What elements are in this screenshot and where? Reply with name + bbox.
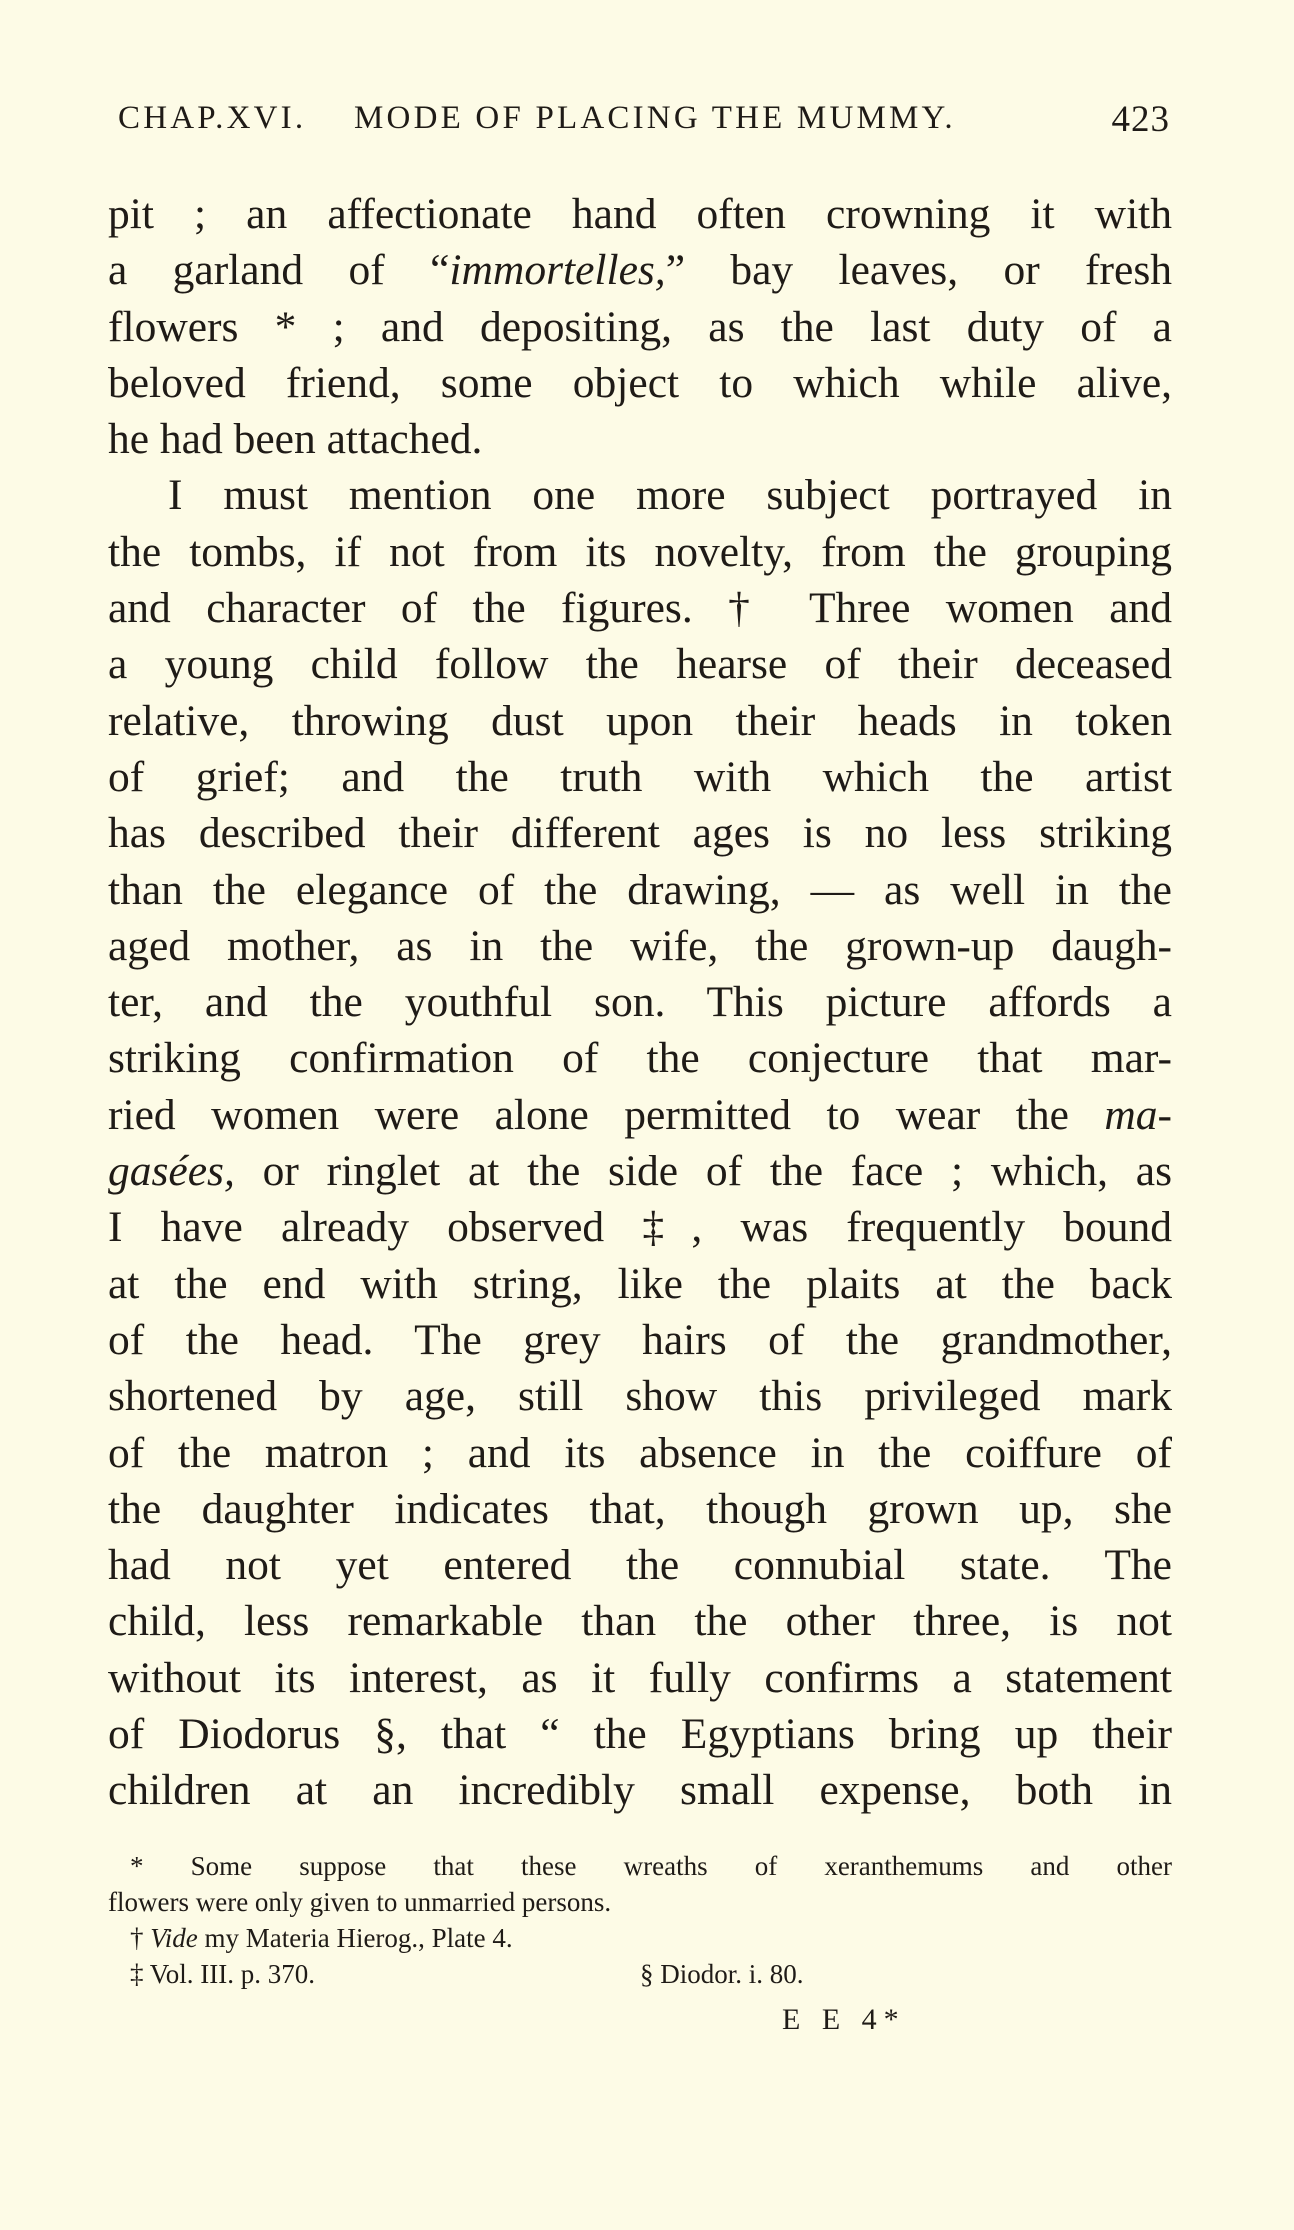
text-line: has described their different ages is no less striking [108,809,1172,858]
page-number: 423 [1111,99,1170,140]
text-line: shortened by age, still show this privileged mark [108,1372,1172,1421]
text-line: children at an incredibly small expense, both in [108,1766,1172,1815]
text-line: ried women were alone permitted to wear the ma- [108,1090,1172,1139]
text-line: I must mention one more subject portrayed in [168,471,1172,520]
text-line: a young child follow the hearse of their deceased [108,640,1172,689]
text-line: than the elegance of the drawing, — as well in the [108,865,1172,914]
running-title: MODE OF PLACING THE MUMMY. [354,100,956,136]
text-line: striking confirmation of the conjecture that mar- [108,1034,1172,1083]
italic-term: gasées, [108,1147,235,1196]
footnote-line: flowers were only given to unmarried persons. [108,1887,612,1917]
text-line: of Diodorus §, that “ the Egyptians bring up their [108,1710,1172,1759]
italic-term: immortelles, [449,246,666,295]
text-line: ter, and the youthful son. This picture affords a [108,978,1172,1027]
text-line: had not yet entered the connubial state. The [108,1541,1172,1590]
text-line: the tombs, if not from its novelty, from the grouping [108,527,1172,576]
text-line: of grief; and the truth with which the artist [108,752,1172,801]
text-line: child, less remarkable than the other three, is not [108,1597,1172,1646]
text-line: of the head. The grey hairs of the grandmother, [108,1315,1172,1364]
footnotes [108,1848,1172,1992]
chapter-label: CHAP.XVI. [118,100,307,136]
footnote-line: † Vide my Materia Hierog., Plate 4. [130,1923,513,1953]
running-header [118,100,1170,148]
italic-term: Vide [150,1923,198,1953]
text-line: of the matron ; and its absence in the coiffure of [108,1428,1172,1477]
text-line: and character of the figures. † Three women and [108,584,1172,633]
text-line: the daughter indicates that, though grown up, she [108,1484,1172,1533]
text-line: beloved friend, some object to which while alive, [108,358,1172,407]
signature-mark: E E 4* [782,2003,906,2036]
text-line: gasées, or ringlet at the side of the face ; which, as [108,1147,1173,1196]
text-line: relative, throwing dust upon their heads in token [108,696,1172,745]
text-line: flowers * ; and depositing, as the last duty of a [108,302,1172,351]
footnote-line: * Some suppose that these wreaths of xeranthemums and other [130,1851,1172,1881]
body-text [108,186,1172,1819]
text-line: he had been attached. [108,415,483,464]
text-line: without its interest, as it fully confirms a statement [108,1653,1172,1702]
text-line: aged mother, as in the wife, the grown-up daugh- [108,921,1172,970]
italic-term: ma- [1104,1090,1172,1139]
text-line: at the end with string, like the plaits at the back [108,1259,1172,1308]
footnote-ref: § Diodor. i. 80. [640,1959,804,1989]
text-line: I have already observed ‡, was frequently bound [108,1203,1172,1252]
footnote-ref: ‡ Vol. III. p. 370. [130,1959,316,1989]
footnote-line [108,1956,1172,1992]
text-line: pit ; an affectionate hand often crowning it with [108,190,1172,238]
text-line: a garland of “immortelles,” bay leaves, or fresh [108,246,1173,295]
